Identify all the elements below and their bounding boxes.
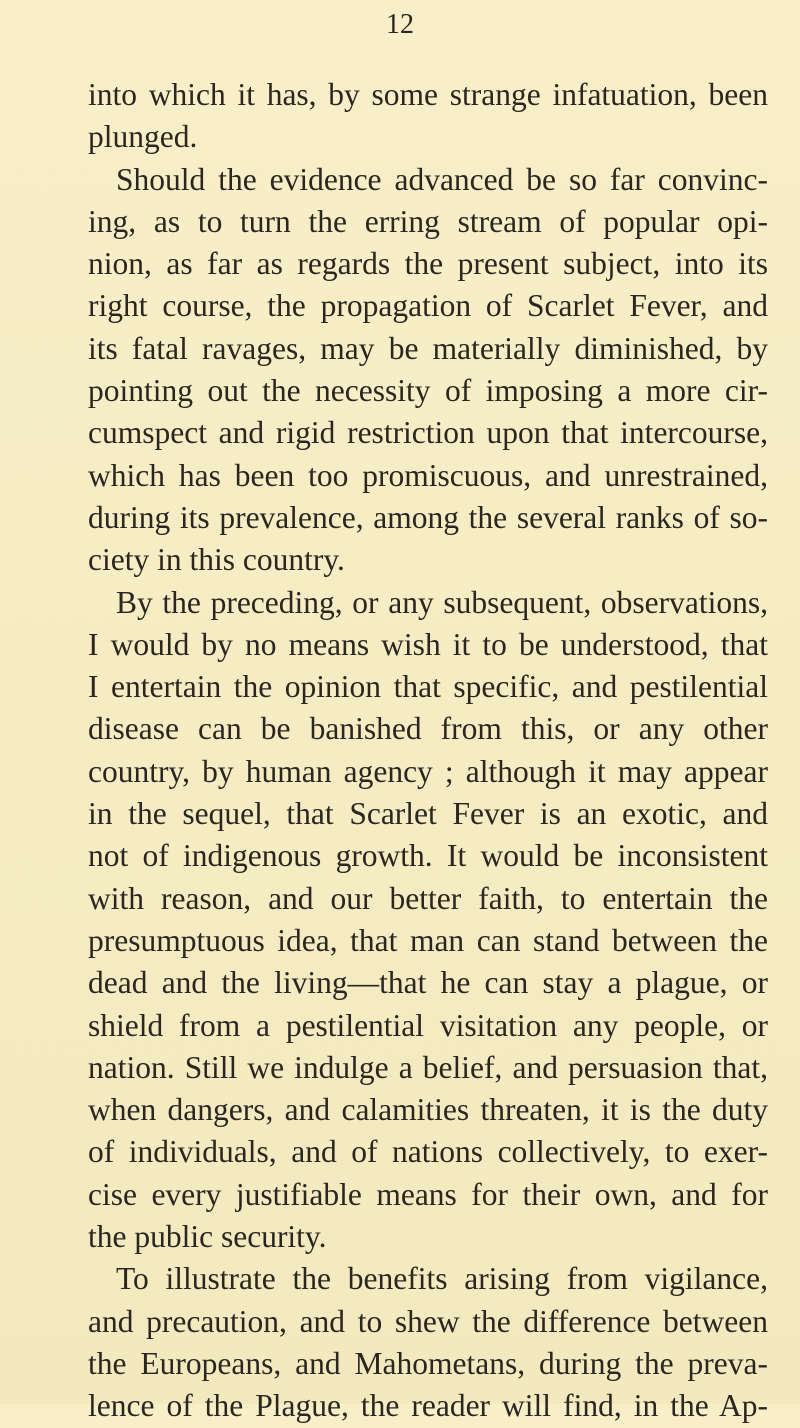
text-line: nation. Still we indulge a belief, and persuasion that,	[88, 1049, 768, 1085]
text-line: By the preceding, or any subsequent, observations,	[116, 584, 768, 620]
text-line: when dangers, and calamities threaten, it is the duty	[88, 1092, 768, 1128]
text-line: in the sequel, that Scarlet Fever is an exotic, and	[88, 796, 768, 832]
text-line: ing, as to turn the erring stream of popular opi-	[88, 203, 768, 239]
text-line: the Europeans, and Mahometans, during the preva-	[88, 1345, 768, 1381]
text-line: ciety in this country.	[88, 542, 345, 578]
text-line: cise every justifiable means for their own, and for	[88, 1176, 768, 1212]
text-line: disease can be banished from this, or any other	[88, 711, 768, 747]
text-line: right course, the propagation of Scarlet Fever, and	[88, 288, 768, 324]
text-line: I would by no means wish it to be understood, that	[88, 626, 768, 662]
page-number: 12	[386, 9, 414, 40]
text-line: the public security.	[88, 1219, 327, 1255]
text-line: not of indigenous growth. It would be inconsistent	[88, 838, 768, 874]
text-line: pointing out the necessity of imposing a more cir-	[88, 373, 768, 409]
text-line: To illustrate the benefits arising from vigilance,	[116, 1261, 768, 1297]
text-line: dead and the living—that he can stay a plague, or	[88, 965, 768, 1001]
text-line: lence of the Plague, the reader will find, in the Ap-	[88, 1388, 768, 1424]
body-text	[88, 74, 768, 1428]
text-line: its fatal ravages, may be materially diminished, by	[88, 330, 768, 366]
text-line: during its prevalence, among the several ranks of so-	[88, 499, 768, 535]
text-line: of individuals, and of nations collectively, to exer-	[88, 1134, 768, 1170]
text-line: presumptuous idea, that man can stand between the	[88, 922, 768, 958]
text-line: and precaution, and to shew the difference between	[88, 1303, 768, 1339]
text-line: nion, as far as regards the present subject, into its	[88, 246, 768, 282]
text-line: which has been too promiscuous, and unrestrained,	[88, 457, 768, 493]
text-line: plunged.	[88, 119, 198, 155]
text-line: cumspect and rigid restriction upon that intercourse,	[88, 415, 768, 451]
text-line: country, by human agency ; although it may appear	[88, 753, 768, 789]
text-line: Should the evidence advanced be so far convinc-	[116, 161, 768, 197]
text-line: into which it has, by some strange infatuation, been	[88, 77, 768, 112]
text-line: shield from a pestilential visitation any people, or	[88, 1007, 768, 1043]
text-line: with reason, and our better faith, to entertain the	[88, 880, 768, 916]
text-line: I entertain the opinion that specific, and pestilential	[88, 669, 768, 705]
